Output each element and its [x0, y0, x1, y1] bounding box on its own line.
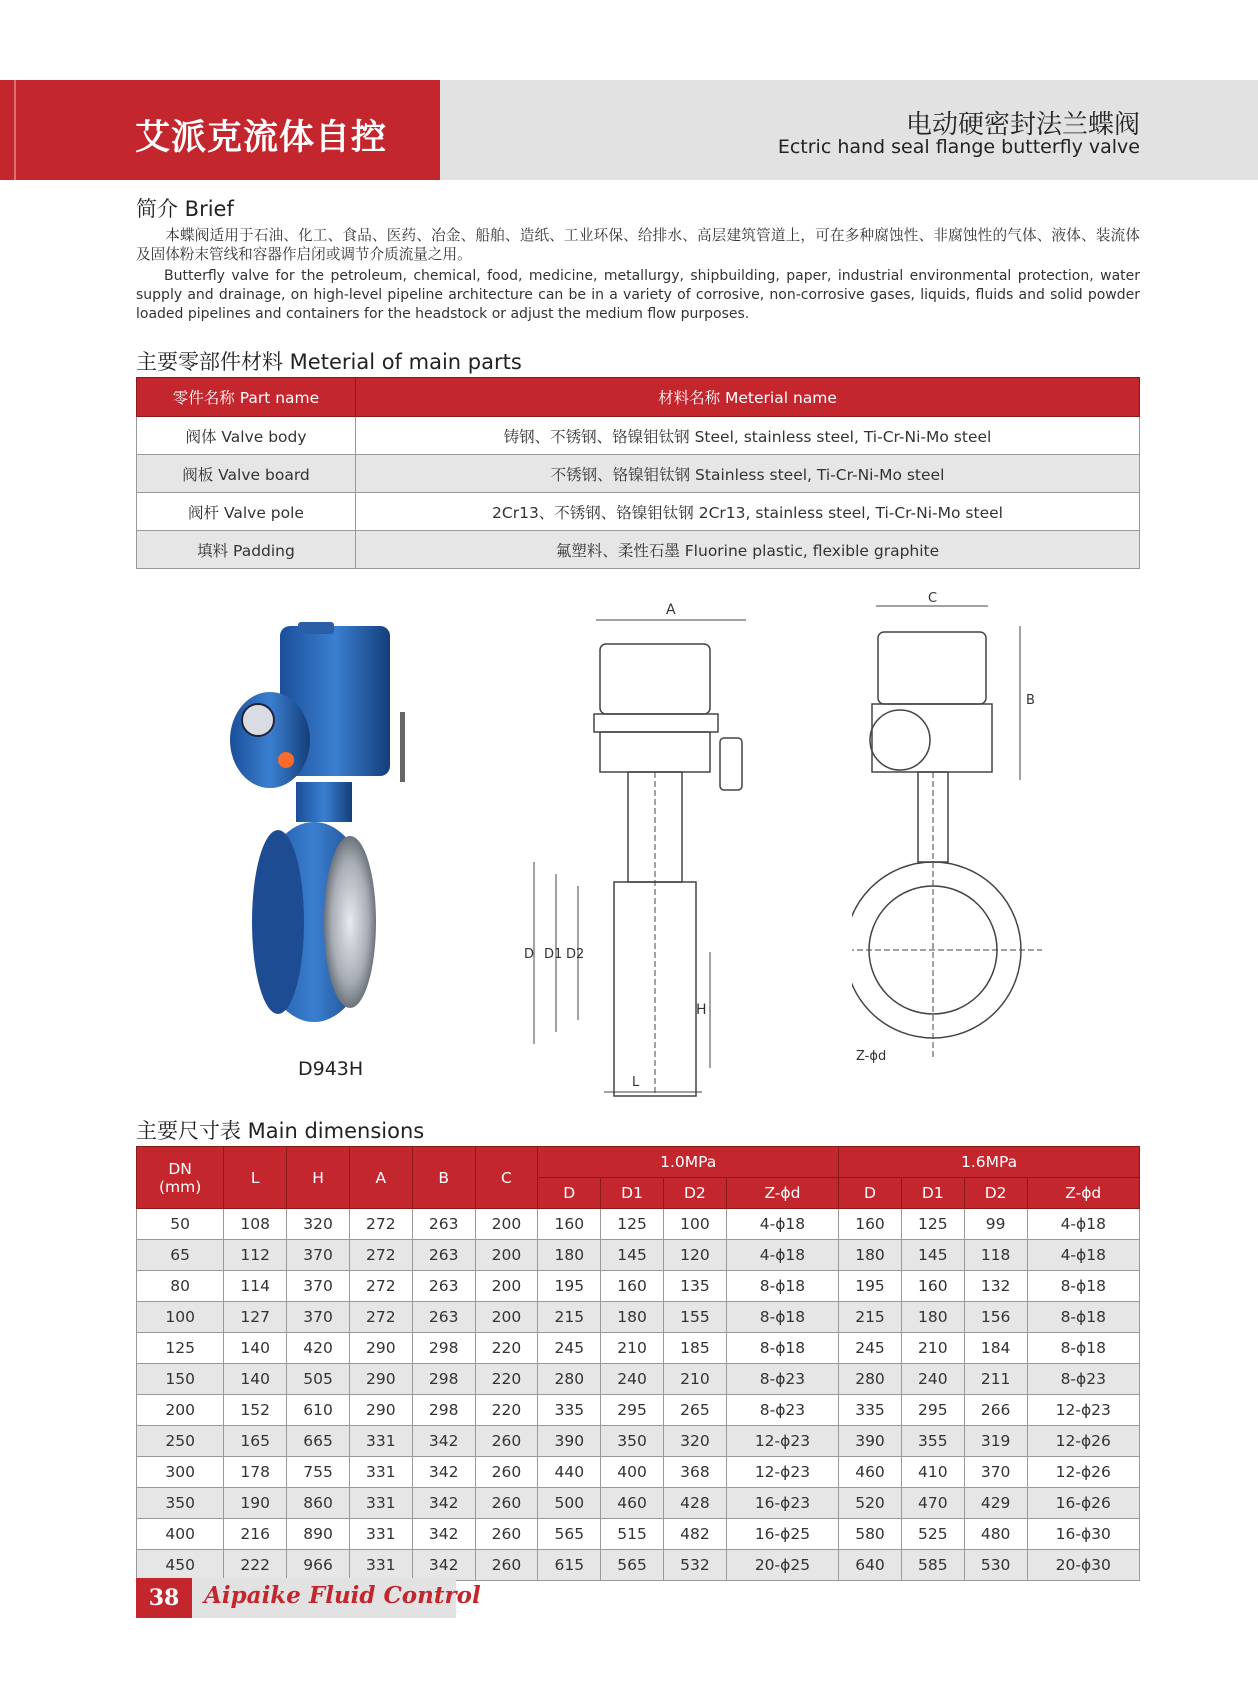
dimensions-cell: 525 [901, 1519, 964, 1550]
dimensions-cell: 532 [663, 1550, 726, 1581]
dim-header-c: C [475, 1147, 538, 1209]
actuator-gearbox [230, 692, 310, 788]
dimensions-cell: 145 [901, 1240, 964, 1271]
handle-lever [400, 712, 405, 782]
dimensions-cell: 160 [901, 1271, 964, 1302]
dimensions-cell: 20-ϕ25 [726, 1550, 838, 1581]
dimensions-row [137, 1488, 1140, 1519]
dim-sub-d-1: D [538, 1178, 601, 1209]
dimensions-cell: 260 [475, 1519, 538, 1550]
dim-label-d: D [524, 947, 535, 962]
dim-header-b: B [412, 1147, 475, 1209]
dimensions-cell: 8-ϕ18 [1027, 1302, 1139, 1333]
dimensions-cell: 260 [475, 1488, 538, 1519]
dimensions-cell: 263 [412, 1302, 475, 1333]
product-title-en: Ectric hand seal flange butterfly valve [777, 136, 1140, 158]
dimensions-cell: 319 [964, 1426, 1027, 1457]
actuator-base-outline [594, 714, 718, 732]
dimensions-cell: 390 [839, 1426, 902, 1457]
brief-text-cn: 本蝶阀适用于石油、化工、食品、医药、冶金、船舶、造纸、工业环保、给排水、高层建筑管道上，可在多种腐蚀性、非腐蚀性的气体、液体、装流体及固体粉末管线和容器作启闭或调节介质流量之用。 [136, 227, 1140, 263]
dimensions-cell: 520 [839, 1488, 902, 1519]
dimensions-cell: 220 [475, 1395, 538, 1426]
actuator-top-cap [298, 622, 334, 634]
dimensions-cell: 355 [901, 1426, 964, 1457]
dimensions-cell: 118 [964, 1240, 1027, 1271]
dim-label-c: C [928, 591, 938, 606]
dim-label-zd: Z-ϕd [856, 1049, 887, 1064]
dimensions-cell: 8-ϕ23 [726, 1364, 838, 1395]
brief-text-en: Butterfly valve for the petroleum, chemical, food, medicine, metallurgy, shipbuilding, paper, industrial environmental protection, water supply and drainage, on high-level pipeline architecture can be in a variety of corrosive, non-corrosive gases, liquids, fluids and solid powder loaded pipelines and containers for the headstock or adjust the medium flow purposes. [136, 268, 1140, 322]
dimensions-cell: 610 [287, 1395, 350, 1426]
dimensions-cell: 342 [412, 1550, 475, 1581]
dimensions-cell: 8-ϕ23 [726, 1395, 838, 1426]
dimensions-cell: 160 [601, 1271, 664, 1302]
dimensions-cell: 290 [349, 1364, 412, 1395]
dimensions-cell: 215 [538, 1302, 601, 1333]
dim-sub-d1-2: D1 [901, 1178, 964, 1209]
dimensions-cell: 400 [601, 1457, 664, 1488]
dim-header-a: A [349, 1147, 412, 1209]
dimensions-cell: 211 [964, 1364, 1027, 1395]
materials-row [137, 417, 1140, 455]
dimensions-row [137, 1364, 1140, 1395]
dimensions-cell: 295 [601, 1395, 664, 1426]
brief-text [136, 226, 1140, 324]
dim-header-dn-label: DN [168, 1159, 192, 1178]
dimensions-cell: 370 [287, 1302, 350, 1333]
dimensions-cell: 120 [663, 1240, 726, 1271]
dimensions-cell: 99 [964, 1209, 1027, 1240]
dimensions-cell: 298 [412, 1395, 475, 1426]
dimensions-cell: 390 [538, 1426, 601, 1457]
dimensions-cell: 280 [538, 1364, 601, 1395]
dimensions-cell: 515 [601, 1519, 664, 1550]
dimensions-cell: 350 [137, 1488, 224, 1519]
dimensions-row [137, 1457, 1140, 1488]
dimensions-cell: 152 [224, 1395, 287, 1426]
dimensions-cell: 200 [475, 1302, 538, 1333]
dimensions-cell: 298 [412, 1364, 475, 1395]
dimensions-cell: 640 [839, 1550, 902, 1581]
dimensions-cell: 100 [663, 1209, 726, 1240]
dimensions-cell: 530 [964, 1550, 1027, 1581]
dimensions-cell: 580 [839, 1519, 902, 1550]
dimensions-cell: 160 [839, 1209, 902, 1240]
materials-material-cell: 氟塑料、柔性石墨 Fluorine plastic, flexible graphite [356, 531, 1140, 569]
dimensions-cell: 245 [839, 1333, 902, 1364]
materials-header-part: 零件名称 Part name [137, 378, 356, 417]
materials-title: 主要零部件材料 Meterial of main parts [136, 350, 522, 374]
dimensions-cell: 342 [412, 1457, 475, 1488]
dimensions-cell: 290 [349, 1395, 412, 1426]
product-model: D943H [298, 1058, 364, 1080]
dimensions-cell: 165 [224, 1426, 287, 1457]
dimensions-cell: 220 [475, 1364, 538, 1395]
materials-table [136, 377, 1140, 569]
dim-label-a: A [666, 602, 676, 618]
dimensions-cell: 4-ϕ18 [726, 1209, 838, 1240]
dimensions-row [137, 1519, 1140, 1550]
dimensions-cell: 370 [287, 1271, 350, 1302]
product-photo [218, 622, 426, 1042]
dimensions-cell: 184 [964, 1333, 1027, 1364]
front-actuator-outline [878, 632, 986, 704]
dimensions-cell: 12-ϕ23 [726, 1426, 838, 1457]
dimensions-cell: 8-ϕ18 [726, 1271, 838, 1302]
dimensions-row [137, 1271, 1140, 1302]
actuator-outline [600, 644, 710, 714]
dim-header-group-2: 1.6MPa [839, 1147, 1140, 1178]
materials-header-material: 材料名称 Meterial name [356, 378, 1140, 417]
dimensions-cell: 8-ϕ18 [726, 1302, 838, 1333]
dim-header-h: H [287, 1147, 350, 1209]
dimensions-cell: 342 [412, 1426, 475, 1457]
materials-body [137, 417, 1140, 569]
dimensions-cell: 470 [901, 1488, 964, 1519]
dimensions-cell: 50 [137, 1209, 224, 1240]
materials-material-cell: 2Cr13、不锈钢、铬镍钼钛钢 2Cr13, stainless steel, Ti-Cr-Ni-Mo steel [356, 493, 1140, 531]
dimensions-cell: 400 [137, 1519, 224, 1550]
dimensions-cell: 272 [349, 1240, 412, 1271]
dimensions-cell: 4-ϕ18 [1027, 1240, 1139, 1271]
dimensions-cell: 150 [137, 1364, 224, 1395]
dimensions-cell: 132 [964, 1271, 1027, 1302]
dimensions-row [137, 1426, 1140, 1457]
dimensions-cell: 298 [412, 1333, 475, 1364]
dimensions-cell: 220 [475, 1333, 538, 1364]
dimensions-cell: 16-ϕ30 [1027, 1519, 1139, 1550]
dimensions-cell: 482 [663, 1519, 726, 1550]
dimensions-cell: 12-ϕ23 [1027, 1395, 1139, 1426]
dimensions-cell: 114 [224, 1271, 287, 1302]
dimensions-cell: 135 [663, 1271, 726, 1302]
dimensions-cell: 12-ϕ26 [1027, 1426, 1139, 1457]
materials-part-cell: 填料 Padding [137, 531, 356, 569]
dimensions-cell: 8-ϕ23 [1027, 1364, 1139, 1395]
dimensions-cell: 200 [475, 1271, 538, 1302]
valve-neck [296, 782, 352, 822]
materials-material-cell: 铸钢、不锈钢、铬镍钼钛钢 Steel, stainless steel, Ti-Cr-Ni-Mo steel [356, 417, 1140, 455]
dimensions-cell: 20-ϕ30 [1027, 1550, 1139, 1581]
valve-rear-flange [252, 830, 304, 1014]
dim-label-l: L [632, 1075, 640, 1090]
dimensions-cell: 300 [137, 1457, 224, 1488]
dimensions-cell: 890 [287, 1519, 350, 1550]
dimensions-title: 主要尺寸表 Main dimensions [136, 1119, 425, 1143]
dimensions-cell: 240 [901, 1364, 964, 1395]
brief-title: 简介 Brief [136, 197, 234, 221]
dimensions-cell: 860 [287, 1488, 350, 1519]
dimensions-cell: 565 [538, 1519, 601, 1550]
dimensions-cell: 263 [412, 1209, 475, 1240]
dimensions-cell: 290 [349, 1333, 412, 1364]
dimensions-cell: 460 [601, 1488, 664, 1519]
drawing-front-view [852, 590, 1052, 1090]
dimensions-row [137, 1550, 1140, 1581]
dimensions-cell: 8-ϕ18 [726, 1333, 838, 1364]
dimensions-cell: 280 [839, 1364, 902, 1395]
dimensions-cell: 156 [964, 1302, 1027, 1333]
dimensions-cell: 331 [349, 1426, 412, 1457]
dimensions-cell: 295 [901, 1395, 964, 1426]
dimensions-cell: 440 [538, 1457, 601, 1488]
dim-header-group-1: 1.0MPa [538, 1147, 839, 1178]
dim-sub-d-2: D [839, 1178, 902, 1209]
dimensions-cell: 331 [349, 1550, 412, 1581]
indicator-lamp [278, 752, 294, 768]
dimensions-cell: 263 [412, 1240, 475, 1271]
dimensions-cell: 428 [663, 1488, 726, 1519]
dimensions-cell: 200 [475, 1209, 538, 1240]
dimensions-cell: 245 [538, 1333, 601, 1364]
dimensions-cell: 100 [137, 1302, 224, 1333]
gearbox-outline [600, 732, 710, 772]
dimensions-cell: 342 [412, 1519, 475, 1550]
dim-label-b: B [1026, 693, 1035, 708]
dim-label-d1: D1 [544, 947, 563, 962]
dimensions-cell: 320 [287, 1209, 350, 1240]
dim-header-dn [137, 1147, 224, 1209]
materials-row [137, 455, 1140, 493]
materials-material-cell: 不锈钢、铬镍钼钛钢 Stainless steel, Ti-Cr-Ni-Mo steel [356, 455, 1140, 493]
materials-part-cell: 阀杆 Valve pole [137, 493, 356, 531]
dim-sub-d2-2: D2 [964, 1178, 1027, 1209]
dimensions-cell: 16-ϕ26 [1027, 1488, 1139, 1519]
dimensions-cell: 190 [224, 1488, 287, 1519]
page-number: 38 [136, 1578, 192, 1618]
dimensions-cell: 335 [839, 1395, 902, 1426]
dimensions-row [137, 1240, 1140, 1271]
product-title-cn: 电动硬密封法兰蝶阀 [905, 110, 1140, 140]
dimensions-cell: 331 [349, 1488, 412, 1519]
dimensions-cell: 755 [287, 1457, 350, 1488]
drawing-side-view [520, 596, 760, 1106]
dimensions-cell: 320 [663, 1426, 726, 1457]
dimensions-cell: 665 [287, 1426, 350, 1457]
dimensions-cell: 585 [901, 1550, 964, 1581]
dimensions-cell: 260 [475, 1426, 538, 1457]
dimensions-cell: 140 [224, 1333, 287, 1364]
dimensions-cell: 155 [663, 1302, 726, 1333]
front-gearbox-outline [872, 704, 992, 772]
dimensions-cell: 266 [964, 1395, 1027, 1426]
dimensions-cell: 331 [349, 1457, 412, 1488]
dimensions-cell: 125 [901, 1209, 964, 1240]
dimensions-row [137, 1302, 1140, 1333]
materials-row [137, 531, 1140, 569]
dimensions-cell: 263 [412, 1271, 475, 1302]
dimensions-cell: 185 [663, 1333, 726, 1364]
dimensions-cell: 370 [287, 1240, 350, 1271]
dimensions-cell: 4-ϕ18 [726, 1240, 838, 1271]
dimensions-cell: 125 [601, 1209, 664, 1240]
dimensions-row [137, 1395, 1140, 1426]
dimensions-cell: 125 [137, 1333, 224, 1364]
dimensions-row [137, 1209, 1140, 1240]
dimensions-cell: 180 [538, 1240, 601, 1271]
dimensions-cell: 160 [538, 1209, 601, 1240]
dimensions-row [137, 1333, 1140, 1364]
dimensions-cell: 368 [663, 1457, 726, 1488]
dimensions-cell: 80 [137, 1271, 224, 1302]
dimensions-cell: 331 [349, 1519, 412, 1550]
dimensions-cell: 145 [601, 1240, 664, 1271]
dimensions-cell: 966 [287, 1550, 350, 1581]
dimensions-cell: 420 [287, 1333, 350, 1364]
dimensions-cell: 222 [224, 1550, 287, 1581]
dimensions-cell: 180 [839, 1240, 902, 1271]
dim-sub-d1-1: D1 [601, 1178, 664, 1209]
dimensions-cell: 12-ϕ26 [1027, 1457, 1139, 1488]
dimensions-cell: 8-ϕ18 [1027, 1271, 1139, 1302]
dimensions-cell: 8-ϕ18 [1027, 1333, 1139, 1364]
materials-part-cell: 阀体 Valve body [137, 417, 356, 455]
dimensions-body [137, 1209, 1140, 1581]
dimensions-cell: 260 [475, 1457, 538, 1488]
dimensions-cell: 500 [538, 1488, 601, 1519]
dimensions-cell: 335 [538, 1395, 601, 1426]
dimensions-cell: 265 [663, 1395, 726, 1426]
dimensions-cell: 200 [475, 1240, 538, 1271]
dim-label-h: H [696, 1002, 707, 1018]
dimensions-cell: 180 [901, 1302, 964, 1333]
dimensions-cell: 505 [287, 1364, 350, 1395]
dimensions-cell: 16-ϕ23 [726, 1488, 838, 1519]
dimensions-cell: 342 [412, 1488, 475, 1519]
dimensions-cell: 16-ϕ25 [726, 1519, 838, 1550]
dim-header-l: L [224, 1147, 287, 1209]
dimensions-cell: 178 [224, 1457, 287, 1488]
dimensions-table [136, 1146, 1140, 1581]
dimensions-cell: 195 [538, 1271, 601, 1302]
dimensions-cell: 240 [601, 1364, 664, 1395]
dimensions-cell: 350 [601, 1426, 664, 1457]
dimensions-cell: 210 [901, 1333, 964, 1364]
dimensions-cell: 272 [349, 1209, 412, 1240]
materials-row [137, 493, 1140, 531]
dimensions-cell: 112 [224, 1240, 287, 1271]
dimensions-cell: 370 [964, 1457, 1027, 1488]
dim-sub-zd-1: Z-ϕd [726, 1178, 838, 1209]
footer-brand: Aipaike Fluid Control [204, 1582, 481, 1609]
dimensions-cell: 410 [901, 1457, 964, 1488]
dim-header-dn-unit: (mm) [159, 1177, 202, 1196]
dimensions-cell: 195 [839, 1271, 902, 1302]
dimensions-cell: 108 [224, 1209, 287, 1240]
dimensions-cell: 272 [349, 1302, 412, 1333]
dimensions-cell: 460 [839, 1457, 902, 1488]
dimensions-cell: 450 [137, 1550, 224, 1581]
dim-label-d2: D2 [566, 947, 585, 962]
valve-flange-face [324, 836, 376, 1008]
dimensions-cell: 210 [663, 1364, 726, 1395]
company-name: 艾派克流体自控 [135, 118, 388, 158]
dimensions-cell: 615 [538, 1550, 601, 1581]
dimensions-cell: 260 [475, 1550, 538, 1581]
materials-part-cell: 阀板 Valve board [137, 455, 356, 493]
dimensions-cell: 272 [349, 1271, 412, 1302]
handwheel-outline [720, 738, 742, 790]
dimensions-cell: 200 [137, 1395, 224, 1426]
indicator-window [242, 704, 274, 736]
dimensions-cell: 216 [224, 1519, 287, 1550]
front-handwheel-outline [870, 710, 930, 770]
dim-sub-zd-2: Z-ϕd [1027, 1178, 1139, 1209]
dimensions-cell: 180 [601, 1302, 664, 1333]
dimensions-cell: 215 [839, 1302, 902, 1333]
dimensions-cell: 210 [601, 1333, 664, 1364]
dimensions-cell: 127 [224, 1302, 287, 1333]
dim-sub-d2-1: D2 [663, 1178, 726, 1209]
header-accent-line [14, 80, 16, 180]
dimensions-cell: 565 [601, 1550, 664, 1581]
dimensions-cell: 480 [964, 1519, 1027, 1550]
dimensions-cell: 4-ϕ18 [1027, 1209, 1139, 1240]
dimensions-cell: 250 [137, 1426, 224, 1457]
dimensions-cell: 140 [224, 1364, 287, 1395]
dimensions-cell: 429 [964, 1488, 1027, 1519]
dimensions-cell: 12-ϕ23 [726, 1457, 838, 1488]
dimensions-cell: 65 [137, 1240, 224, 1271]
